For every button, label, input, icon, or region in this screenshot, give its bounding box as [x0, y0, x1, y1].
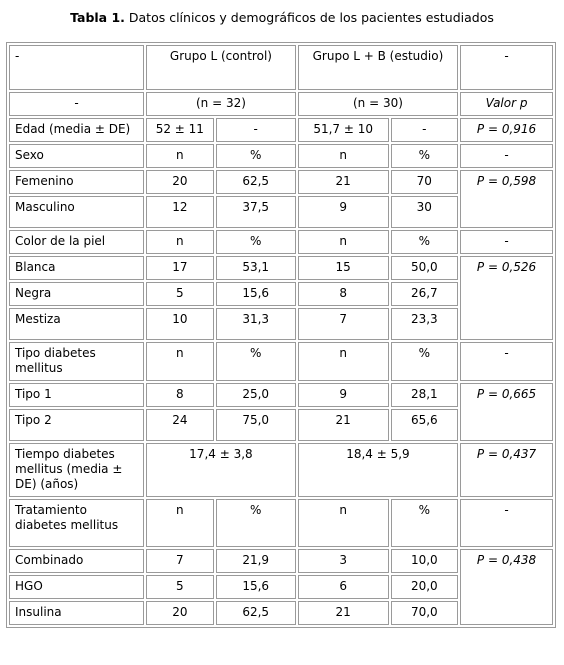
clinical-data-table — [6, 42, 556, 628]
cell-pct2: 10,0 — [391, 549, 459, 573]
tratamiento-label: Tratamiento diabetes mellitus — [9, 499, 144, 547]
caption-text: Datos clínicos y demográficos de los pacientes estudiados — [124, 10, 494, 25]
row-label: Insulina — [9, 601, 144, 625]
cell-pct1: 53,1 — [216, 256, 296, 280]
cell-pct1: 62,5 — [216, 601, 296, 625]
piel-label: Color de la piel — [9, 230, 144, 254]
header-col-p: - — [460, 45, 553, 90]
piel-n2: n — [298, 230, 389, 254]
edad-l-val: 52 ± 11 — [146, 118, 214, 142]
table-row-edad — [9, 118, 553, 142]
cell-n2: 21 — [298, 601, 389, 625]
edad-lb-val: 51,7 ± 10 — [298, 118, 389, 142]
edad-lb-dash: - — [391, 118, 459, 142]
piel-n1: n — [146, 230, 214, 254]
subheader-p-label: Valor p — [460, 92, 553, 116]
sexo-pct2: % — [391, 144, 459, 168]
row-label: HGO — [9, 575, 144, 599]
sexo-p-dash: - — [460, 144, 553, 168]
cell-n1: 20 — [146, 170, 214, 194]
sexo-label: Sexo — [9, 144, 144, 168]
cell-n2: 21 — [298, 170, 389, 194]
table-row-tratamiento-header — [9, 499, 553, 547]
table-header-row — [9, 45, 553, 90]
cell-pct1: 75,0 — [216, 409, 296, 441]
cell-n2: 6 — [298, 575, 389, 599]
cell-pct1: 15,6 — [216, 575, 296, 599]
row-label: Blanca — [9, 256, 144, 280]
cell-pct2: 70 — [391, 170, 459, 194]
tipo-pct1: % — [216, 342, 296, 381]
row-label: Masculino — [9, 196, 144, 228]
piel-pct1: % — [216, 230, 296, 254]
tiempo-lb-val: 18,4 ± 5,9 — [298, 443, 458, 497]
cell-n1: 10 — [146, 308, 214, 340]
tipo-label: Tipo diabetes mellitus — [9, 342, 144, 381]
cell-n1: 8 — [146, 383, 214, 407]
tratamiento-p-dash: - — [460, 499, 553, 547]
table-row-sexo-header — [9, 144, 553, 168]
row-label: Negra — [9, 282, 144, 306]
piel-p-dash: - — [460, 230, 553, 254]
cell-pct1: 37,5 — [216, 196, 296, 228]
tipo-p-dash: - — [460, 342, 553, 381]
tratamiento-p-value: P = 0,438 — [460, 549, 553, 625]
header-col0: - — [9, 45, 144, 90]
table-row — [9, 549, 553, 573]
row-label: Combinado — [9, 549, 144, 573]
sexo-n1: n — [146, 144, 214, 168]
cell-n2: 9 — [298, 383, 389, 407]
tratamiento-pct2: % — [391, 499, 459, 547]
cell-pct2: 28,1 — [391, 383, 459, 407]
cell-n1: 7 — [146, 549, 214, 573]
cell-n1: 5 — [146, 575, 214, 599]
piel-p-value: P = 0,526 — [460, 256, 553, 340]
cell-pct1: 25,0 — [216, 383, 296, 407]
table-subheader-row — [9, 92, 553, 116]
tipo-n2: n — [298, 342, 389, 381]
cell-n1: 24 — [146, 409, 214, 441]
header-group-l: Grupo L (control) — [146, 45, 296, 90]
table-row-tipo-header — [9, 342, 553, 381]
cell-n2: 3 — [298, 549, 389, 573]
cell-pct2: 65,6 — [391, 409, 459, 441]
table-row — [9, 256, 553, 280]
tratamiento-pct1: % — [216, 499, 296, 547]
cell-n1: 5 — [146, 282, 214, 306]
cell-n2: 8 — [298, 282, 389, 306]
sexo-p-value: P = 0,598 — [460, 170, 553, 228]
tratamiento-n1: n — [146, 499, 214, 547]
cell-pct2: 50,0 — [391, 256, 459, 280]
tipo-p-value: P = 0,665 — [460, 383, 553, 441]
cell-pct1: 15,6 — [216, 282, 296, 306]
cell-pct2: 20,0 — [391, 575, 459, 599]
cell-pct2: 30 — [391, 196, 459, 228]
table-row-piel-header — [9, 230, 553, 254]
row-label: Femenino — [9, 170, 144, 194]
piel-pct2: % — [391, 230, 459, 254]
cell-n1: 12 — [146, 196, 214, 228]
cell-pct1: 31,3 — [216, 308, 296, 340]
cell-pct1: 62,5 — [216, 170, 296, 194]
tiempo-p: P = 0,437 — [460, 443, 553, 497]
cell-n2: 15 — [298, 256, 389, 280]
row-label: Tipo 2 — [9, 409, 144, 441]
subheader-col0: - — [9, 92, 144, 116]
cell-pct2: 23,3 — [391, 308, 459, 340]
table-row — [9, 383, 553, 407]
edad-label: Edad (media ± DE) — [9, 118, 144, 142]
header-group-lb: Grupo L + B (estudio) — [298, 45, 458, 90]
subheader-n-l: (n = 32) — [146, 92, 296, 116]
sexo-pct1: % — [216, 144, 296, 168]
edad-l-dash: - — [216, 118, 296, 142]
table-row-tiempo — [9, 443, 553, 497]
subheader-n-lb: (n = 30) — [298, 92, 458, 116]
cell-pct2: 70,0 — [391, 601, 459, 625]
cell-pct1: 21,9 — [216, 549, 296, 573]
sexo-n2: n — [298, 144, 389, 168]
tratamiento-n2: n — [298, 499, 389, 547]
caption-label: Tabla 1. — [70, 10, 125, 25]
row-label: Tipo 1 — [9, 383, 144, 407]
row-label: Mestiza — [9, 308, 144, 340]
tiempo-l-val: 17,4 ± 3,8 — [146, 443, 296, 497]
tipo-pct2: % — [391, 342, 459, 381]
cell-n2: 21 — [298, 409, 389, 441]
table-row — [9, 170, 553, 194]
table-caption — [0, 10, 564, 25]
cell-pct2: 26,7 — [391, 282, 459, 306]
tiempo-label: Tiempo diabetes mellitus (media ± DE) (años) — [9, 443, 144, 497]
cell-n1: 17 — [146, 256, 214, 280]
cell-n2: 9 — [298, 196, 389, 228]
edad-p: P = 0,916 — [460, 118, 553, 142]
tipo-n1: n — [146, 342, 214, 381]
cell-n1: 20 — [146, 601, 214, 625]
cell-n2: 7 — [298, 308, 389, 340]
